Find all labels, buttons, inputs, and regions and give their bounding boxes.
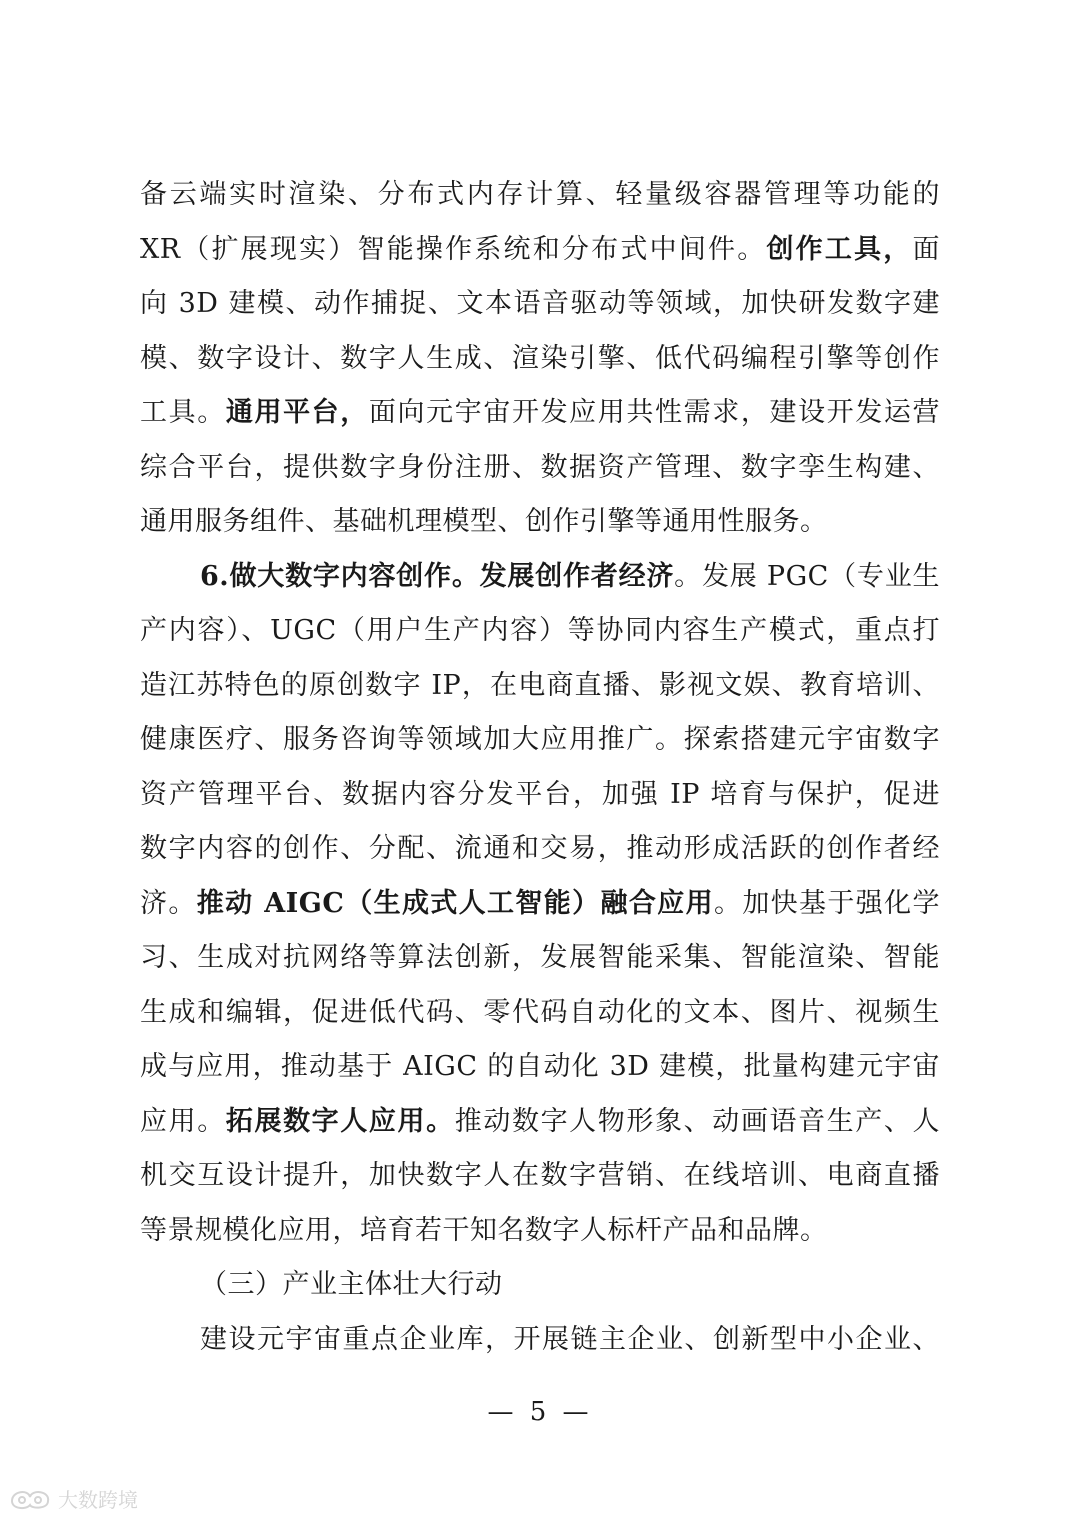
text: 机交互设计提升，加快数字人在数字营销、在线培训、电商直播 — [140, 1160, 940, 1191]
text: XR（扩展现实）智能操作系统和分布式中间件。 — [140, 233, 767, 265]
text: 等景规模化应用，培育若干知名数字人标杆产品和品牌。 — [140, 1214, 828, 1246]
section-heading-text: （三）产业主体壮大行动 — [200, 1269, 503, 1300]
text: 模、数字设计、数字人生成、渲染引擎、低代码编程引擎等创作 — [140, 342, 940, 374]
text-line — [140, 495, 940, 550]
text: 济。 — [140, 887, 197, 919]
text-line — [140, 713, 940, 768]
text: 数字内容的创作、分配、流通和交易，推动形成活跃的创作者经 — [140, 833, 940, 864]
document-body — [140, 168, 940, 1367]
text-line — [140, 604, 940, 659]
text: 向 3D 建模、动作捕捉、文本语音驱动等领域，加快研发数字建 — [140, 288, 940, 319]
text-line — [140, 332, 940, 387]
text: 。加快基于强化学 — [713, 887, 941, 919]
text-line — [140, 986, 940, 1041]
bold-heading: 6.做大数字内容创作。发展创作者经济 — [200, 560, 675, 592]
text-line — [140, 277, 940, 332]
watermark — [8, 1483, 138, 1513]
text-line — [140, 877, 940, 932]
text: 面向元宇宙开发应用共性需求，建设开发运营 — [368, 397, 941, 428]
text: 习、生成对抗网络等算法创新，发展智能采集、智能渲染、智能 — [140, 942, 940, 973]
text: 建设元宇宙重点企业库，开展链主企业、创新型中小企业、 — [200, 1323, 940, 1355]
text: 工具。 — [140, 397, 226, 428]
text-line — [140, 931, 940, 986]
bold-term: 推动 AIGC（生成式人工智能）融合应用 — [196, 887, 714, 919]
bold-term: 创作工具， — [766, 233, 913, 265]
text-line — [140, 441, 940, 496]
text-line — [140, 768, 940, 823]
text: 成与应用，推动基于 AIGC 的自动化 3D 建模，批量构建元宇宙 — [140, 1051, 940, 1082]
text: 面 — [912, 233, 940, 265]
text-line — [140, 168, 940, 223]
text-line — [140, 550, 940, 605]
text-line — [140, 223, 940, 278]
text: 产内容）、UGC（用户生产内容）等协同内容生产模式，重点打 — [140, 615, 940, 646]
text: 备云端实时渲染、分布式内存计算、轻量级容器管理等功能的 — [140, 179, 940, 210]
text: 通用服务组件、基础机理模型、创作引擎等通用性服务。 — [140, 506, 828, 537]
text-line — [140, 1040, 940, 1095]
text: 。发展 PGC（专业生 — [674, 560, 940, 592]
text-line — [140, 1204, 940, 1259]
text-line — [140, 659, 940, 714]
text: 综合平台，提供数字身份注册、数据资产管理、数字孪生构建、 — [140, 451, 940, 483]
page-number: — 5 — — [487, 1397, 593, 1427]
bubble-logo-icon — [8, 1483, 54, 1513]
text-line — [140, 1149, 940, 1204]
text: 生成和编辑，促进低代码、零代码自动化的文本、图片、视频生 — [140, 996, 940, 1028]
text-line — [140, 1313, 940, 1368]
text: 造江苏特色的原创数字 IP，在电商直播、影视文娱、教育培训、 — [140, 669, 940, 701]
text-line — [140, 1095, 940, 1150]
watermark-text: 大数跨境 — [58, 1487, 138, 1512]
text: 推动数字人物形象、动画语音生产、人 — [454, 1105, 941, 1137]
bold-term: 通用平台， — [225, 397, 369, 428]
text: 应用。 — [140, 1105, 226, 1137]
text: 健康医疗、服务咨询等领域加大应用推广。探索搭建元宇宙数字 — [140, 724, 940, 755]
text-line — [140, 386, 940, 441]
text: 资产管理平台、数据内容分发平台，加强 IP 培育与保护，促进 — [140, 778, 940, 810]
bold-term: 拓展数字人应用。 — [225, 1105, 455, 1137]
text-line — [140, 822, 940, 877]
section-heading — [140, 1258, 940, 1313]
